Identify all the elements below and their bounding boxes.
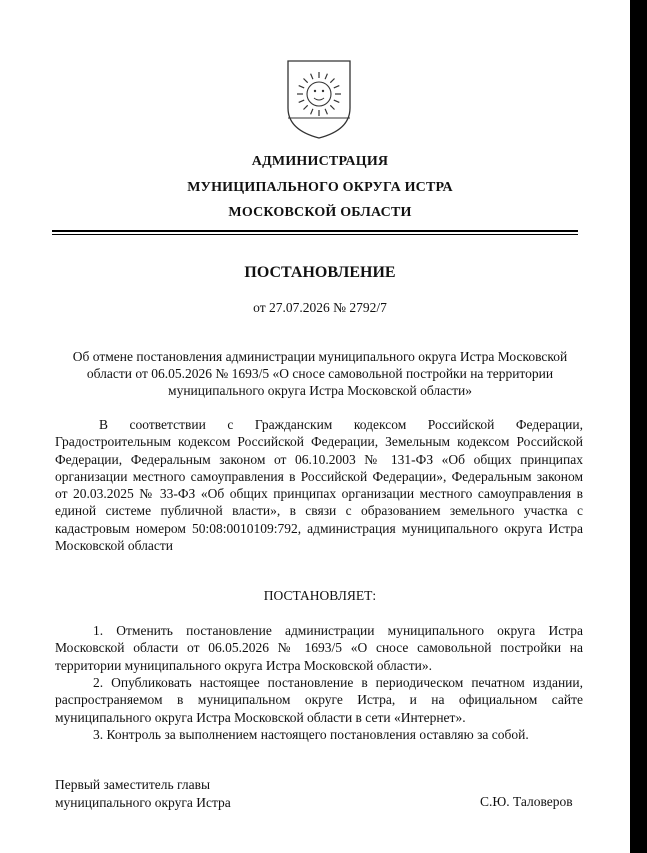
signatory-name: С.Ю. Таловеров — [480, 794, 573, 809]
signatory-position-line-1: Первый заместитель главы — [55, 777, 211, 792]
resolves-heading: ПОСТАНОВЛЯЕТ: — [263, 588, 377, 603]
signatory-position-line-2: муниципального округа Истра — [55, 795, 231, 810]
preamble-paragraph: В соответствии с Гражданским кодексом Российской Федерации, Градостроительным кодексом Российской Федерации, Земельным кодексом Российской Федерации, Федеральным законом от 06.10.2003 № 131-ФЗ «Об общих принципах организации местного самоуправления в Российской Федерации», Федеральным законом от 20.03.2025 № 33-ФЗ «Об общих принципах организации местного самоуправления в единой системе публичной власти», в связи с образованием земельного участка с кадастровым номером 50:08:0010109:792, администрация муниципального округа Истра Московской области — [55, 417, 583, 554]
sun-coat-of-arms-icon — [284, 58, 354, 140]
document-date-number: от 27.07.2026 № 2792/7 — [253, 300, 387, 315]
page-edge-bar — [630, 0, 647, 853]
resolution-item-1: 1. Отменить постановление администрации муниципального округа Истра Московской области от 06.05.2026 № 1693/5 «О сносе самовольной постройки на территории муниципального округа Истра Московской области». — [55, 623, 583, 673]
resolution-item-2: 2. Опубликовать настоящее постановление в периодическом печатном издании, распространяемом в муниципальном округе Истра, и на официальном сайте муниципального округа Истра Московской области в сети «Интернет». — [55, 675, 583, 725]
header-rule-thick — [52, 230, 578, 232]
header-rule-thin — [52, 234, 578, 235]
org-name-line-1: АДМИНИСТРАЦИЯ — [251, 154, 389, 169]
signatory-position — [55, 776, 231, 812]
org-name-line-2: МУНИЦИПАЛЬНОГО ОКРУГА ИСТРА — [187, 180, 453, 195]
document-title: ПОСТАНОВЛЕНИЕ — [244, 264, 396, 281]
document-subject: Об отмене постановления администрации муниципального округа Истра Московской области от 06.05.2026 № 1693/5 «О сносе самовольной постройки на территории муниципального округа Истра Московской области» — [72, 349, 568, 398]
resolution-item-3: 3. Контроль за выполнением настоящего постановления оставляю за собой. — [93, 727, 529, 742]
org-name-line-3: МОСКОВСКОЙ ОБЛАСТИ — [228, 205, 412, 220]
